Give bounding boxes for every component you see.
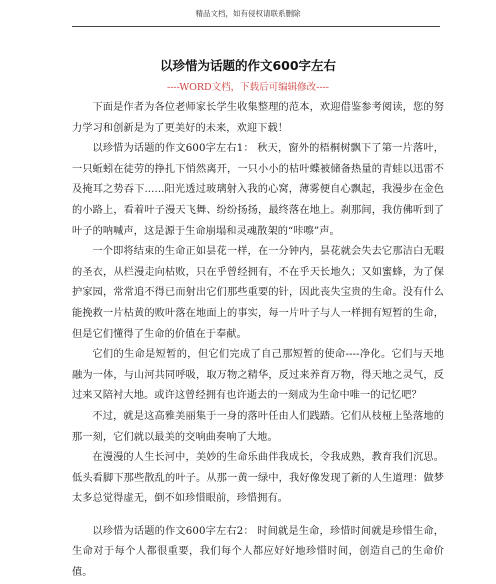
paragraph: 下面是作者为各位老师家长学生收集整理的范本，欢迎借鉴参考阅读，您的努力学习和创新是为了更美好的未来，欢迎下载！ bbox=[72, 102, 444, 134]
paragraph: 一个即将结束的生命正如昙花一样，在一分钟内，昙花就会失去它那洁白无暇的圣衣，从栏漫走向枯败，只在乎曾经拥有，不在乎天长地久；又如蜜蜂，为了保护家园，常常追不得已而射出它们那些重要的针，因此丧失宝贵的生命。没有什么能挽救一片枯黄的败叶落在地面上的事实，每一片叶子与人一样拥有短暂的生命，但是它们懂得了生命的价值在于奉献。 bbox=[72, 246, 444, 340]
paragraph: 它们的生命是短暂的，但它们完成了自己那短暂的使命----净化。它们与天地融为一体，与山河共同呼吸，取万物之精华，反过来养育万物，得天地之灵气，反过来又陪衬大地。或许这曾经拥有也许逝去的一刻成为生命中唯一的记忆吧？ bbox=[72, 349, 444, 402]
paragraph: 在漫漫的人生长河中，美妙的生命乐曲伴我成长，令我成熟，教育我们沉思。低头看脚下那些散乱的叶子。从那一黄一绿中，我好像发现了新的人生道理：做梦太多总觉得虚无，倒不如珍惜眼前，珍惜拥有。 bbox=[72, 452, 444, 505]
header-divider bbox=[72, 26, 440, 27]
download-banner: ----WORD文档，下载后可编辑修改---- bbox=[167, 82, 329, 93]
header-note: 精品文档，如有侵权请联系删除 bbox=[195, 9, 301, 18]
paragraph: 以珍惜为话题的作文600字左右2： 时间就是生命，珍惜时间就是珍惜生命，生命对于每个人都很重要，我们每个人都应好好地珍惜时间，创造自己的生命价值。 bbox=[72, 525, 444, 579]
paragraph: 以珍惜为话题的作文600字左右1： 秋天，窗外的梧桐树飘下了第一片落叶，一只蚯蚓在徒劳的挣扎下悄然离开，一只小小的枯叶蝶被储备热量的青蛙以迅雷不及掩耳之势吞下......阳光透过玻璃射入我的心窝，薄雾便自心飘起，我漫步在金色的小路上，看着叶子漫天飞舞、纷纷扬扬，最终落在地上。刹那间，我仿佛听到了叶子的呐喊声，这是源于生命崩塌和灵魂散架的“咔嚓”声。 bbox=[72, 143, 444, 237]
document-body bbox=[72, 98, 444, 584]
document-title: 以珍惜为话题的作文600字左右 bbox=[159, 58, 337, 73]
paragraph: 不过，就是这高雅美丽集于一身的落叶任由人们践踏。它们从枝桠上坠落地的那一刻，它们就以最美的交响曲奏响了大地。 bbox=[72, 410, 444, 443]
